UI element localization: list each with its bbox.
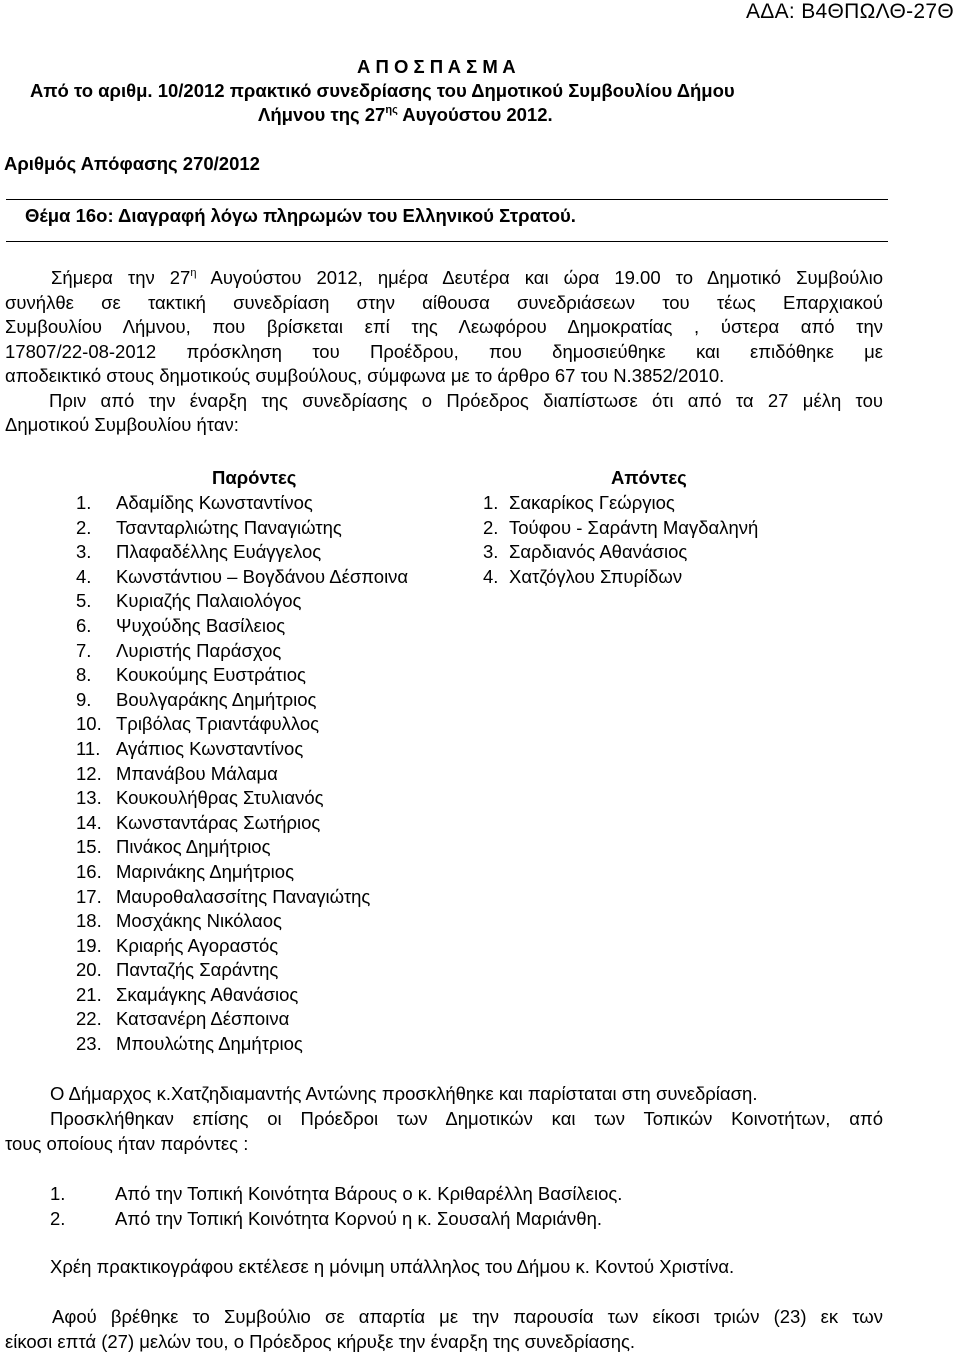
present-member-item-number: 20. xyxy=(76,959,102,981)
present-member-item-number: 5. xyxy=(76,590,92,612)
present-member-item-name: Σκαμάγκης Αθανάσιος xyxy=(116,983,299,1005)
absent-member-item-name: Τούφου - Σαράντη Μαγδαληνή xyxy=(509,516,759,538)
present-member-item-name: Πινάκος Δημήτριος xyxy=(116,836,271,858)
present-member-item-number: 14. xyxy=(76,811,102,833)
subject-bottom-rule xyxy=(6,241,888,242)
present-member-item-name: Κωνσταντάρας Σωτήριος xyxy=(116,811,321,833)
invited-president-item-number: 1. xyxy=(50,1183,66,1204)
absent-member-item-number: 4. xyxy=(483,565,499,587)
present-member-item-number: 12. xyxy=(76,762,102,784)
invited-line-2: τους οποίους ήταν παρόντες : xyxy=(5,1132,249,1154)
subject-top-rule xyxy=(6,199,888,200)
present-member-item-number: 18. xyxy=(76,910,102,932)
closing-line-1: Αφού βρέθηκε το Συμβούλιο σε απαρτία με την παρουσία των είκοσι τριών (23) εκ των xyxy=(52,1306,883,1327)
present-member-item-number: 7. xyxy=(76,639,92,661)
document-title: Α Π Ο Σ Π Α Σ Μ Α xyxy=(357,56,516,77)
intro-line-1 xyxy=(5,266,883,291)
present-member-item xyxy=(76,762,408,787)
present-member-item xyxy=(76,934,408,959)
invited-line-1: Προσκλήθηκαν επίσης οι Πρόεδροι των Δημοτικών και των Τοπικών Κοινοτήτων, από xyxy=(50,1108,883,1129)
present-member-item-number: 10. xyxy=(76,713,102,735)
subject-line: Θέμα 16ο: Διαγραφή λόγω πληρωμών του Ελληνικού Στρατού. xyxy=(25,205,576,226)
intro-line-1-pre: Σήμερα την 27 xyxy=(51,267,191,288)
intro-line-1-sup: η xyxy=(190,267,197,279)
present-member-item-name: Ψυχούδης Βασίλειος xyxy=(116,614,286,636)
closing-paragraph xyxy=(5,1305,883,1354)
present-member-item xyxy=(76,909,408,934)
present-member-item-name: Μαυροθαλασσίτης Παναγιώτης xyxy=(116,885,371,907)
present-member-item xyxy=(76,1007,408,1032)
absent-member-item-number: 1. xyxy=(483,492,499,513)
minutes-date-sup: ης xyxy=(385,104,398,116)
present-member-item-number: 8. xyxy=(76,664,92,686)
closing-line-2: είκοσι επτά (27) μελών του, ο Πρόεδρος κήρυξε την έναρξη της συνεδρίασης. xyxy=(5,1330,636,1352)
present-member-item xyxy=(76,885,408,910)
present-member-item xyxy=(76,811,408,836)
minutes-date-post: Αυγούστου 2012. xyxy=(397,104,553,125)
present-member-item-number: 9. xyxy=(76,688,92,710)
present-member-item xyxy=(76,565,408,590)
present-member-item-name: Κουκούμης Ευστράτιος xyxy=(116,664,306,686)
present-list xyxy=(76,491,408,1057)
present-member-item xyxy=(76,614,408,639)
present-member-item-name: Κυριαζής Παλαιολόγος xyxy=(116,590,302,612)
minutes-date-pre: Λήμνου της 27 xyxy=(258,104,386,125)
present-member-item xyxy=(76,639,408,664)
secretary-statement: Χρέη πρακτικογράφου εκτέλεσε η μόνιμη υπάλληλος του Δήμου κ. Κοντού Χριστίνα. xyxy=(50,1256,735,1277)
absent-member-item xyxy=(483,491,758,516)
present-member-item-name: Τριβόλας Τριαντάφυλλος xyxy=(116,713,320,735)
present-member-item-name: Αδαμίδης Κωνσταντίνος xyxy=(116,492,313,513)
present-member-item-number: 17. xyxy=(76,885,102,907)
present-member-item xyxy=(76,540,408,565)
intro-line-4: 17807/22-08-2012 πρόσκληση του Προέδρου, που δημοσιεύθηκε και επιδόθηκε με xyxy=(5,340,883,362)
absent-member-item xyxy=(483,540,758,565)
absent-heading: Απόντες xyxy=(611,467,687,488)
absent-list xyxy=(483,491,758,589)
present-member-item-name: Μαρινάκης Δημήτριος xyxy=(116,860,294,882)
absent-member-item-name: Σακαρίκος Γεώργιος xyxy=(509,492,675,513)
present-member-item xyxy=(76,958,408,983)
minutes-date xyxy=(258,104,553,126)
invited-president-item-number: 2. xyxy=(50,1207,66,1229)
present-member-item-name: Κατσανέρη Δέσποινα xyxy=(116,1008,290,1030)
intro-p2-line-1: Πριν από την έναρξη της συνεδρίασης ο Πρόεδρος διαπίστωσε ότι από τα 27 μέλη του xyxy=(49,389,883,411)
present-member-item-name: Κωνστάντιου – Βογδάνου Δέσποινα xyxy=(116,565,409,587)
present-member-item-name: Κουκουλήθρας Στυλιανός xyxy=(116,787,324,809)
invited-list xyxy=(50,1182,622,1231)
present-member-item-name: Μπουλώτης Δημήτριος xyxy=(116,1033,303,1055)
mayor-statement: Ο Δήμαρχος κ.Χατζηδιαμαντής Αντώνης προσκλήθηκε και παρίσταται στη συνεδρίαση. xyxy=(50,1083,758,1104)
present-member-item-number: 4. xyxy=(76,565,92,587)
present-member-item-number: 3. xyxy=(76,541,92,563)
present-member-item xyxy=(76,589,408,614)
absent-member-item-number: 2. xyxy=(483,516,499,538)
present-member-item-name: Πλαφαδέλλης Ευάγγελος xyxy=(116,541,322,563)
absent-member-item-name: Σαρδιανός Αθανάσιος xyxy=(509,541,688,563)
present-member-item-name: Λυριστής Παράσχος xyxy=(116,639,282,661)
present-heading: Παρόντες xyxy=(212,467,297,488)
present-member-item-name: Τσανταρλιώτης Παναγιώτης xyxy=(116,516,342,538)
present-member-item-number: 22. xyxy=(76,1008,102,1030)
invited-president-item-name: Από την Τοπική Κοινότητα Βάρους ο κ. Κριθαρέλλη Βασίλειος. xyxy=(115,1183,623,1204)
present-member-item-name: Κριαρής Αγοραστός xyxy=(116,934,279,956)
intro-line-2: συνήλθε σε τακτική συνεδρίαση στην αίθουσα συνεδριάσεων του τέως Επαρχιακού xyxy=(5,291,883,313)
intro-line-1-post: Αυγούστου 2012, ημέρα Δευτέρα και ώρα 19.00 το Δημοτικό Συμβούλιο xyxy=(196,267,883,288)
absent-member-item xyxy=(483,516,758,541)
present-member-item-number: 1. xyxy=(76,492,92,513)
absent-member-item xyxy=(483,565,758,590)
decision-number: Αριθμός Απόφασης 270/2012 xyxy=(4,153,260,174)
present-member-item xyxy=(76,688,408,713)
intro-line-3: Συμβουλίου Λήμνου, που βρίσκεται επί της Λεωφόρου Δημοκρατίας , ύστερα από την xyxy=(5,316,883,337)
present-member-item xyxy=(76,860,408,885)
present-member-item-number: 2. xyxy=(76,516,92,538)
present-member-item xyxy=(76,835,408,860)
present-member-item xyxy=(76,516,408,541)
present-member-item-number: 11. xyxy=(76,737,101,759)
present-member-item xyxy=(76,737,408,762)
present-member-item-number: 13. xyxy=(76,787,102,809)
invited-president-item xyxy=(50,1182,622,1207)
present-member-item xyxy=(76,983,408,1008)
intro-p2-line-2: Δημοτικού Συμβουλίου ήταν: xyxy=(5,414,239,435)
present-member-item-number: 23. xyxy=(76,1033,102,1055)
present-member-item-number: 15. xyxy=(76,836,102,858)
intro-paragraph xyxy=(5,266,883,438)
present-member-item-number: 16. xyxy=(76,860,102,882)
present-member-item xyxy=(76,786,408,811)
present-member-item-number: 19. xyxy=(76,934,102,956)
minutes-reference: Από το αριθμ. 10/2012 πρακτικό συνεδρίασης του Δημοτικού Συμβουλίου Δήμου xyxy=(30,80,735,101)
present-member-item-number: 6. xyxy=(76,614,92,636)
invited-paragraph xyxy=(5,1107,883,1156)
present-member-item-name: Βουλγαράκης Δημήτριος xyxy=(116,688,317,710)
absent-member-item-name: Χατζόγλου Σπυρίδων xyxy=(509,565,683,587)
present-member-item xyxy=(76,1032,408,1057)
present-member-item xyxy=(76,491,408,516)
present-member-item-name: Αγάπιος Κωνσταντίνος xyxy=(116,737,304,759)
present-member-item-number: 21. xyxy=(76,983,102,1005)
present-member-item-name: Μπανάβου Μάλαμα xyxy=(116,762,278,784)
absent-member-item-number: 3. xyxy=(483,541,499,563)
ada-code: ΑΔΑ: Β4ΘΠΩΛΘ-27Θ xyxy=(745,0,954,23)
intro-line-5: αποδεικτικό στους δημοτικούς συμβούλους, σύμφωνα με το άρθρο 67 του Ν.3852/2010. xyxy=(5,365,725,386)
present-member-item-name: Μοσχάκης Νικόλαος xyxy=(116,910,282,932)
invited-president-item-name: Από την Τοπική Κοινότητα Κορνού η κ. Σουσαλή Μαριάνθη. xyxy=(115,1207,603,1229)
present-member-item xyxy=(76,663,408,688)
present-member-item xyxy=(76,712,408,737)
present-member-item-name: Πανταζής Σαράντης xyxy=(116,959,279,981)
invited-president-item xyxy=(50,1207,622,1232)
